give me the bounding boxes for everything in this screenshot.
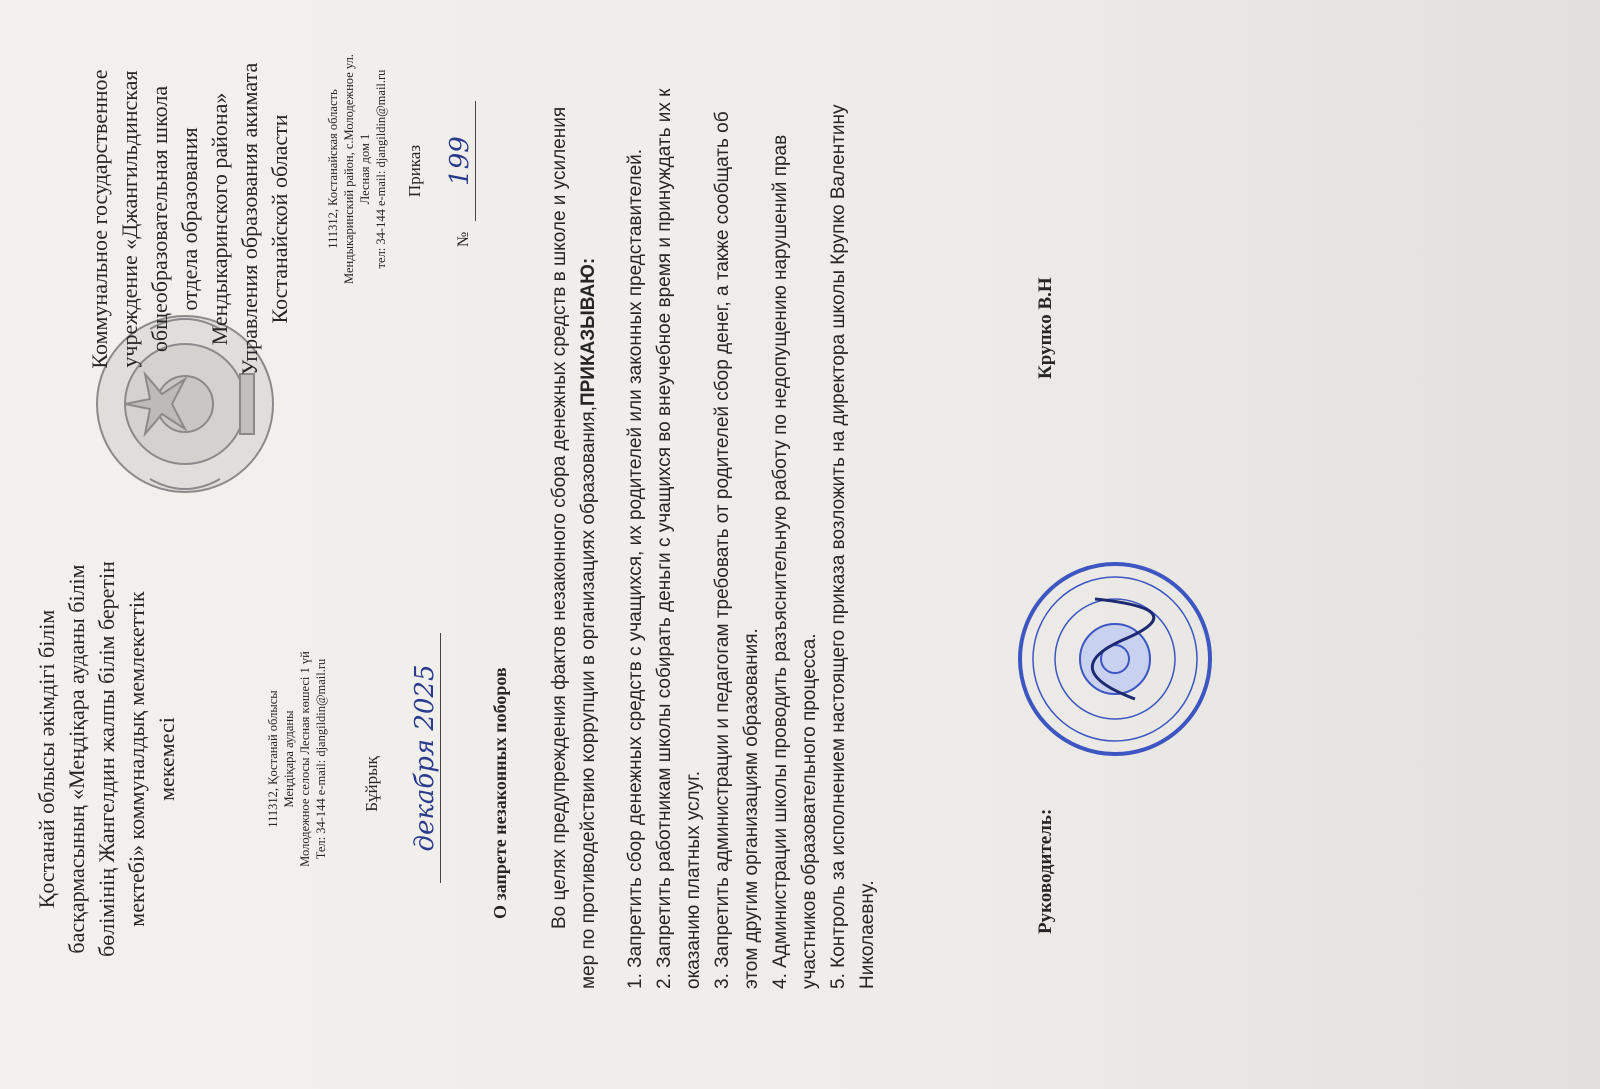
header-kz-line: басқармасының «Меңдіқара ауданы білім	[64, 564, 89, 954]
address-ru-line: Мендыкаринский район, с.Молодежное ул.	[342, 54, 356, 284]
address-kz-line: Тел: 34-144 e-mail: djangildin@mail.ru	[314, 658, 328, 860]
document-body	[545, 79, 882, 989]
header-ru-line: Мендыкаринского района»	[207, 92, 232, 346]
header-kz-line: бөлімінің Жангелдин жалпы білім беретін	[94, 561, 119, 957]
header-ru-line: Управления образования акимата	[237, 62, 262, 376]
header-ru-line: Костанайской области	[267, 114, 292, 324]
handwritten-date: декабря 2025	[410, 633, 441, 883]
number-label: №	[455, 231, 472, 247]
header-kz-line: мектебі» коммуналдық мемлекеттік	[124, 591, 149, 927]
order-item: 5. Контроль за исполнением настоящего приказа возложить на директора школы Крупко Валентину Николаевну.	[828, 104, 878, 989]
doc-type-russian: Приказ	[405, 144, 424, 198]
address-ru-line: Лесная дом 1	[358, 133, 372, 205]
preamble	[545, 79, 603, 989]
address-kz-line: Меңдіқара ауданы	[282, 710, 296, 808]
order-item: 4. Администрации школы проводить разъяснительную работу по недопущению нарушений прав участников образовательного процесса.	[770, 134, 820, 989]
handwritten-number: 199	[445, 101, 476, 221]
address-kz-line: 111312, Қостанай облысы	[266, 690, 280, 828]
order-word: ПРИКАЗЫВАЮ:	[578, 257, 599, 407]
order-item: 3. Запретить администрации и педагогам требовать от родителей сбор денег, а также сообщать об этом другим организациям образования.	[712, 111, 762, 989]
header-ru-line: учреждение «Джангильдинская	[117, 70, 142, 368]
header-ru-line: Коммунальное государственное	[87, 69, 112, 369]
header-kazakh	[32, 469, 182, 1049]
address-ru-line: тел: 34-144 e-mail: djangildin@mail.ru	[374, 69, 388, 269]
header-russian	[85, 39, 295, 399]
header-ru-line: общеобразовательная школа	[147, 85, 172, 353]
document-title: О запрете незаконных поборов	[490, 667, 510, 919]
preamble-text: Во целях предупреждения фактов незаконного сбора денежных средств в школе и усиления мер по противодействию коррупции в организациях образования,	[549, 106, 599, 989]
signatory-role: Руководитель:	[1035, 808, 1056, 934]
order-item: 1. Запретить сбор денежных средств с учащихся, их родителей или законных представителей.	[625, 148, 646, 989]
header-kz-line: мекемесі	[154, 717, 179, 801]
address-ru-line: 111312, Костанайская область	[326, 89, 340, 249]
address-kz-line: Молодежное селосы Лесная көшесі 1 үй	[298, 651, 312, 867]
doc-type-kazakh: Бұйрық	[362, 756, 381, 812]
address-kazakh	[265, 609, 329, 909]
header-ru-line: отдела образования	[177, 127, 202, 311]
official-stamp-icon	[1015, 559, 1215, 759]
signatory-name: Крупко В.Н	[1035, 277, 1056, 379]
header-kz-line: Қостанай облысы әкімдігі білім	[34, 609, 59, 909]
order-item: 2. Запретить работникам школы собирать деньги с учащихся во внеучебное время и принуждать их к оказанию платных услуг.	[654, 88, 704, 989]
address-russian	[325, 19, 389, 319]
